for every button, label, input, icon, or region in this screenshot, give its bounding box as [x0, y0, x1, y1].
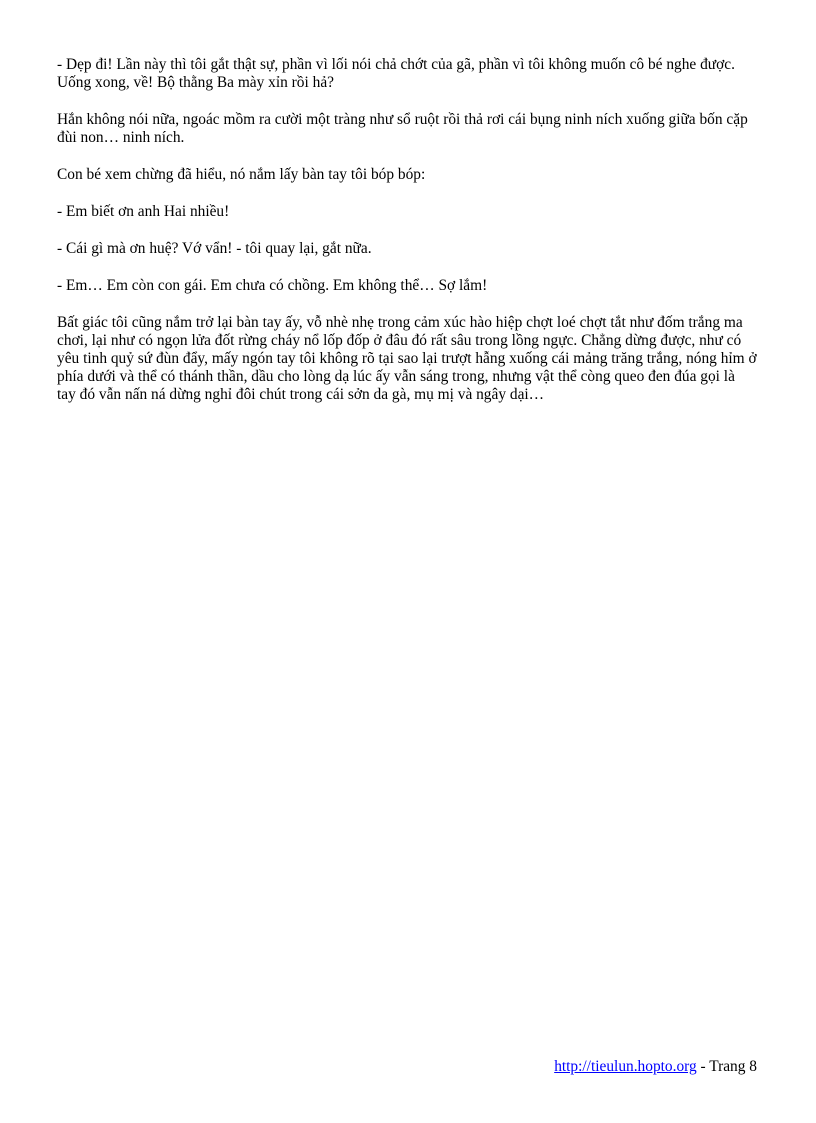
paragraph-4: - Em biết ơn anh Hai nhiều! — [57, 203, 230, 220]
page-footer — [554, 1058, 757, 1076]
document-body — [57, 56, 757, 423]
paragraph-6: - Em… Em còn con gái. Em chưa có chồng. Em không thể… Sợ lắm! — [57, 277, 488, 294]
site-link[interactable]: http://tieulun.hopto.org — [554, 1058, 697, 1075]
paragraph-3: Con bé xem chừng đã hiểu, nó nắm lấy bàn tay tôi bóp bóp: — [57, 166, 426, 183]
paragraph-7: Bất giác tôi cũng nắm trở lại bàn tay ấy, vỗ nhè nhẹ trong cảm xúc hào hiệp chợt loé chợt tắt như đốm trắng ma chơi, lại như có ngọn lửa đốt rừng cháy nổ lốp đốp ở đâu đó rất sâu trong lồng ngực. Chẳng dừng được, như có yêu tinh quỷ sứ đùn đẩy, mấy ngón tay tôi không rõ tại sao lại trượt hẫng xuống cái mảng trăng trắng, nóng hỉm ở phía dưới và thể có thánh thần, dầu cho lòng dạ lúc ấy vẫn sáng trong, nhưng vật thể còng queo đen đúa gọi là tay đó vẫn nấn ná dừng nghỉ đôi chút trong cái sởn da gà, mụ mị và ngây dại… — [57, 314, 757, 403]
paragraph-1: - Dẹp đi! Lần này thì tôi gắt thật sự, phần vì lối nói chả chớt của gã, phần vì tôi không muốn cô bé nghe được. Uống xong, về! Bộ thằng Ba mày xỉn rồi hả? — [57, 56, 735, 91]
paragraph-2: Hắn không nói nữa, ngoác mồm ra cười một tràng như sổ ruột rồi thả rơi cái bụng ninh ních xuống giữa bốn cặp đùi non… ninh ních. — [57, 111, 748, 146]
paragraph-5: - Cái gì mà ơn huệ? Vớ vẩn! - tôi quay lại, gắt nữa. — [57, 240, 372, 257]
page-number: - Trang 8 — [696, 1058, 757, 1075]
